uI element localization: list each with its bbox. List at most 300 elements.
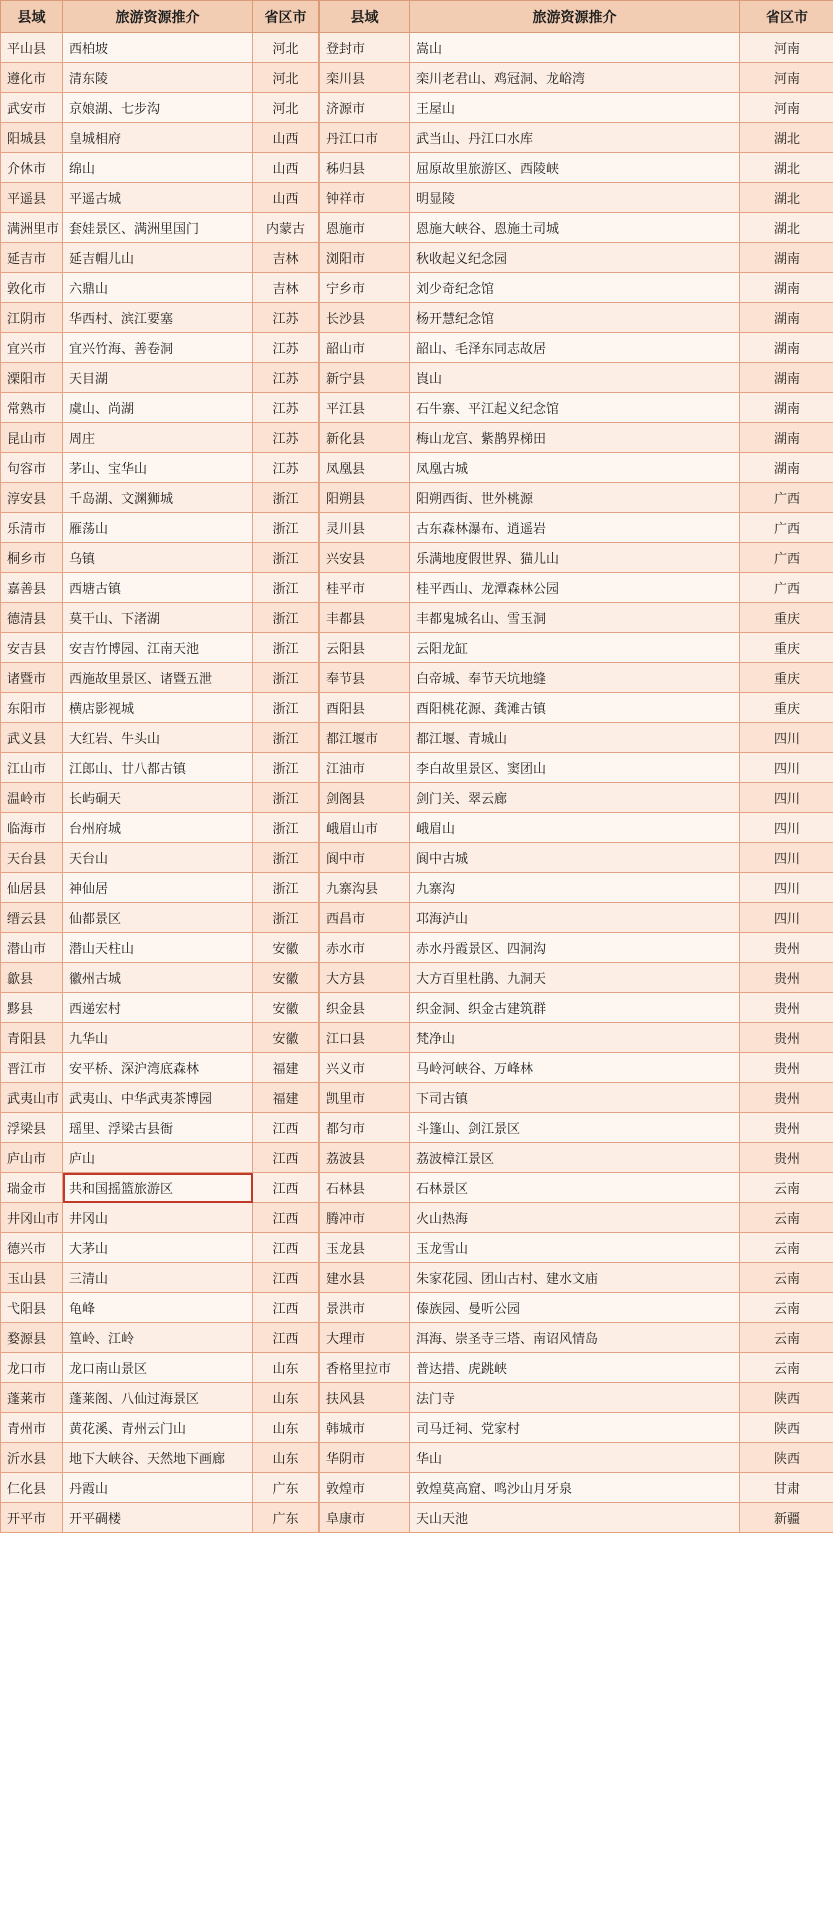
cell-resource: 大茅山 [63, 1233, 253, 1263]
cell-province: 江西 [253, 1143, 319, 1173]
cell-county: 德清县 [1, 603, 63, 633]
cell-province: 浙江 [253, 543, 319, 573]
cell-county: 江阴市 [1, 303, 63, 333]
table-row [320, 753, 833, 783]
cell-province: 重庆 [740, 603, 833, 633]
cell-resource: 石牛寨、平江起义纪念馆 [410, 393, 740, 423]
table-row [1, 783, 319, 813]
table-row [1, 873, 319, 903]
cell-county: 韩城市 [320, 1413, 410, 1443]
cell-resource: 嵩山 [410, 33, 740, 63]
cell-resource: 恩施大峡谷、恩施土司城 [410, 213, 740, 243]
table-row [320, 873, 833, 903]
cell-county: 瑞金市 [1, 1173, 63, 1203]
cell-province: 湖北 [740, 213, 833, 243]
cell-province: 河北 [253, 33, 319, 63]
cell-county: 阳城县 [1, 123, 63, 153]
cell-province: 广西 [740, 573, 833, 603]
cell-resource: 司马迁祠、党家村 [410, 1413, 740, 1443]
cell-province: 云南 [740, 1173, 833, 1203]
cell-resource: 千岛湖、文渊狮城 [63, 483, 253, 513]
cell-resource: 刘少奇纪念馆 [410, 273, 740, 303]
table-row [320, 693, 833, 723]
table-row [1, 813, 319, 843]
table-row [1, 1383, 319, 1413]
cell-province: 山西 [253, 153, 319, 183]
table-row [1, 1413, 319, 1443]
table-row [320, 1503, 833, 1533]
cell-county: 凯里市 [320, 1083, 410, 1113]
table-row [1, 1353, 319, 1383]
cell-resource: 荔波樟江景区 [410, 1143, 740, 1173]
table-row [320, 63, 833, 93]
cell-resource: 长屿硐天 [63, 783, 253, 813]
table-row [320, 543, 833, 573]
table-row [320, 1293, 833, 1323]
table-row [1, 573, 319, 603]
table-row [1, 1023, 319, 1053]
cell-county: 弋阳县 [1, 1293, 63, 1323]
cell-province: 江西 [253, 1113, 319, 1143]
cell-county: 婺源县 [1, 1323, 63, 1353]
cell-resource: 九寨沟 [410, 873, 740, 903]
table-row [1, 483, 319, 513]
cell-province: 山东 [253, 1443, 319, 1473]
cell-province: 河南 [740, 63, 833, 93]
cell-resource: 华山 [410, 1443, 740, 1473]
cell-county: 登封市 [320, 33, 410, 63]
cell-province: 湖南 [740, 453, 833, 483]
cell-resource: 宜兴竹海、善卷洞 [63, 333, 253, 363]
cell-county: 延吉市 [1, 243, 63, 273]
cell-province: 湖南 [740, 243, 833, 273]
table-row [320, 423, 833, 453]
table-row [320, 843, 833, 873]
table-row [320, 153, 833, 183]
table-row [1, 153, 319, 183]
cell-county: 恩施市 [320, 213, 410, 243]
cell-province: 陕西 [740, 1413, 833, 1443]
table-row [320, 1413, 833, 1443]
cell-province: 吉林 [253, 273, 319, 303]
cell-province: 江苏 [253, 393, 319, 423]
table-row [320, 1053, 833, 1083]
cell-province: 河南 [740, 33, 833, 63]
cell-county: 常熟市 [1, 393, 63, 423]
cell-province: 浙江 [253, 603, 319, 633]
cell-county: 晋江市 [1, 1053, 63, 1083]
table-row [320, 393, 833, 423]
table-row [1, 93, 319, 123]
table-row [320, 93, 833, 123]
table-row [320, 333, 833, 363]
table-row [320, 1173, 833, 1203]
cell-county: 酉阳县 [320, 693, 410, 723]
table-row [1, 1203, 319, 1233]
table-row [320, 1083, 833, 1113]
cell-county: 温岭市 [1, 783, 63, 813]
table-row [1, 1113, 319, 1143]
cell-province: 江苏 [253, 453, 319, 483]
cell-province: 山东 [253, 1383, 319, 1413]
table-row [320, 963, 833, 993]
cell-province: 云南 [740, 1233, 833, 1263]
table-row [1, 903, 319, 933]
cell-resource: 朱家花园、团山古村、建水文庙 [410, 1263, 740, 1293]
cell-resource: 地下大峡谷、天然地下画廊 [63, 1443, 253, 1473]
cell-province: 四川 [740, 843, 833, 873]
cell-county: 乐清市 [1, 513, 63, 543]
cell-county: 缙云县 [1, 903, 63, 933]
cell-county: 都江堰市 [320, 723, 410, 753]
table-row [1, 1473, 319, 1503]
cell-province: 浙江 [253, 843, 319, 873]
cell-resource: 阆中古城 [410, 843, 740, 873]
table-row [1, 213, 319, 243]
cell-county: 都匀市 [320, 1113, 410, 1143]
cell-resource: 敦煌莫高窟、鸣沙山月牙泉 [410, 1473, 740, 1503]
cell-county: 溧阳市 [1, 363, 63, 393]
table-row [320, 573, 833, 603]
table-row [1, 993, 319, 1023]
cell-province: 安徽 [253, 993, 319, 1023]
cell-province: 贵州 [740, 1113, 833, 1143]
cell-county: 钟祥市 [320, 183, 410, 213]
cell-county: 阆中市 [320, 843, 410, 873]
cell-county: 仙居县 [1, 873, 63, 903]
cell-resource: 大红岩、牛头山 [63, 723, 253, 753]
cell-province: 浙江 [253, 513, 319, 543]
cell-county: 昆山市 [1, 423, 63, 453]
table-row [320, 483, 833, 513]
table-row [1, 423, 319, 453]
right-header-row [320, 1, 833, 33]
cell-resource: 武夷山、中华武夷茶博园 [63, 1083, 253, 1113]
cell-county: 东阳市 [1, 693, 63, 723]
cell-resource: 皇城相府 [63, 123, 253, 153]
cell-province: 江苏 [253, 423, 319, 453]
cell-county: 天台县 [1, 843, 63, 873]
table-row [320, 303, 833, 333]
cell-county: 井冈山市 [1, 1203, 63, 1233]
table-row [320, 1023, 833, 1053]
cell-province: 四川 [740, 813, 833, 843]
cell-resource: 京娘湖、七步沟 [63, 93, 253, 123]
cell-province: 新疆 [740, 1503, 833, 1533]
table-row [1, 633, 319, 663]
cell-county: 安吉县 [1, 633, 63, 663]
cell-resource: 石林景区 [410, 1173, 740, 1203]
cell-province: 福建 [253, 1083, 319, 1113]
cell-resource: 龟峰 [63, 1293, 253, 1323]
cell-county: 平遥县 [1, 183, 63, 213]
cell-resource: 套娃景区、满洲里国门 [63, 213, 253, 243]
cell-county: 宁乡市 [320, 273, 410, 303]
table-row [320, 273, 833, 303]
right-table-body [320, 33, 833, 1533]
table-row [320, 1323, 833, 1353]
left-table [0, 0, 319, 1533]
left-table-body [1, 33, 319, 1533]
table-row [1, 333, 319, 363]
cell-resource: 武当山、丹江口水库 [410, 123, 740, 153]
cell-province: 江苏 [253, 303, 319, 333]
cell-county: 黟县 [1, 993, 63, 1023]
cell-county: 潜山市 [1, 933, 63, 963]
right-table [319, 0, 833, 1533]
cell-resource: 峨眉山 [410, 813, 740, 843]
cell-resource: 乐满地度假世界、猫儿山 [410, 543, 740, 573]
cell-resource: 西塘古镇 [63, 573, 253, 603]
cell-province: 江苏 [253, 333, 319, 363]
cell-resource: 天目湖 [63, 363, 253, 393]
cell-resource: 都江堰、青城山 [410, 723, 740, 753]
cell-resource: 杨开慧纪念馆 [410, 303, 740, 333]
cell-county: 临海市 [1, 813, 63, 843]
cell-county: 德兴市 [1, 1233, 63, 1263]
cell-resource: 徽州古城 [63, 963, 253, 993]
table-row [1, 1263, 319, 1293]
table-row [320, 183, 833, 213]
cell-resource: 白帝城、奉节天坑地缝 [410, 663, 740, 693]
cell-county: 织金县 [320, 993, 410, 1023]
cell-resource: 梵净山 [410, 1023, 740, 1053]
cell-province: 浙江 [253, 633, 319, 663]
cell-county: 青阳县 [1, 1023, 63, 1053]
table-row [1, 663, 319, 693]
cell-resource: 云阳龙缸 [410, 633, 740, 663]
table-row [320, 1203, 833, 1233]
cell-province: 江苏 [253, 363, 319, 393]
table-row [1, 1173, 319, 1203]
header-resource: 旅游资源推介 [63, 1, 253, 33]
cell-resource: 法门寺 [410, 1383, 740, 1413]
cell-county: 浮梁县 [1, 1113, 63, 1143]
cell-county: 阳朔县 [320, 483, 410, 513]
table-row [1, 33, 319, 63]
table-row [320, 1263, 833, 1293]
table-row [320, 813, 833, 843]
cell-resource: 梅山龙宫、紫鹊界梯田 [410, 423, 740, 453]
table-row [320, 1113, 833, 1143]
cell-resource: 斗篷山、剑江景区 [410, 1113, 740, 1143]
cell-resource: 雁荡山 [63, 513, 253, 543]
cell-county: 青州市 [1, 1413, 63, 1443]
cell-resource: 井冈山 [63, 1203, 253, 1233]
table-row [320, 123, 833, 153]
cell-province: 浙江 [253, 903, 319, 933]
cell-resource: 赤水丹霞景区、四洞沟 [410, 933, 740, 963]
cell-county: 浏阳市 [320, 243, 410, 273]
table-row [1, 1143, 319, 1173]
cell-province: 贵州 [740, 933, 833, 963]
table-row [320, 1233, 833, 1263]
cell-resource: 马岭河峡谷、万峰林 [410, 1053, 740, 1083]
table-row [1, 243, 319, 273]
cell-province: 吉林 [253, 243, 319, 273]
cell-resource: 屈原故里旅游区、西陵峡 [410, 153, 740, 183]
header-county: 县域 [1, 1, 63, 33]
cell-county: 兴安县 [320, 543, 410, 573]
cell-province: 云南 [740, 1293, 833, 1323]
cell-county: 新宁县 [320, 363, 410, 393]
cell-resource: 庐山 [63, 1143, 253, 1173]
cell-resource: 李白故里景区、窦团山 [410, 753, 740, 783]
table-row [320, 1383, 833, 1413]
cell-county: 沂水县 [1, 1443, 63, 1473]
cell-resource: 天山天池 [410, 1503, 740, 1533]
cell-county: 诸暨市 [1, 663, 63, 693]
table-row [1, 693, 319, 723]
cell-county: 长沙县 [320, 303, 410, 333]
table-row [1, 1233, 319, 1263]
cell-resource: 虞山、尚湖 [63, 393, 253, 423]
cell-province: 湖南 [740, 303, 833, 333]
cell-county: 扶风县 [320, 1383, 410, 1413]
cell-resource: 邛海泸山 [410, 903, 740, 933]
cell-province: 湖南 [740, 273, 833, 303]
cell-resource: 织金洞、织金古建筑群 [410, 993, 740, 1023]
cell-resource: 韶山、毛泽东同志故居 [410, 333, 740, 363]
cell-resource: 瑶里、浮梁古县衙 [63, 1113, 253, 1143]
table-row [320, 453, 833, 483]
table-row [1, 1443, 319, 1473]
cell-county: 峨眉山市 [320, 813, 410, 843]
cell-resource: 绵山 [63, 153, 253, 183]
cell-resource: 西柏坡 [63, 33, 253, 63]
cell-province: 四川 [740, 723, 833, 753]
cell-county: 玉龙县 [320, 1233, 410, 1263]
cell-resource: 周庄 [63, 423, 253, 453]
table-row [1, 753, 319, 783]
table-row [1, 1323, 319, 1353]
cell-province: 贵州 [740, 1053, 833, 1083]
cell-county: 西昌市 [320, 903, 410, 933]
cell-county: 香格里拉市 [320, 1353, 410, 1383]
cell-county: 新化县 [320, 423, 410, 453]
cell-resource: 西施故里景区、诸暨五泄 [63, 663, 253, 693]
cell-province: 湖北 [740, 123, 833, 153]
cell-county: 遵化市 [1, 63, 63, 93]
cell-province: 内蒙古 [253, 213, 319, 243]
cell-province: 浙江 [253, 663, 319, 693]
cell-county: 武夷山市 [1, 1083, 63, 1113]
cell-province: 广东 [253, 1473, 319, 1503]
table-row [320, 513, 833, 543]
cell-county: 荔波县 [320, 1143, 410, 1173]
cell-county: 龙口市 [1, 1353, 63, 1383]
cell-province: 湖南 [740, 393, 833, 423]
cell-county: 平山县 [1, 33, 63, 63]
cell-county: 武安市 [1, 93, 63, 123]
cell-county: 开平市 [1, 1503, 63, 1533]
cell-resource: 安平桥、深沪湾底森林 [63, 1053, 253, 1083]
cell-county: 武义县 [1, 723, 63, 753]
cell-province: 河南 [740, 93, 833, 123]
cell-resource: 酉阳桃花源、龚滩古镇 [410, 693, 740, 723]
table-row [1, 123, 319, 153]
table-row [320, 1473, 833, 1503]
cell-resource: 蓬莱阁、八仙过海景区 [63, 1383, 253, 1413]
cell-province: 贵州 [740, 1143, 833, 1173]
cell-province: 湖北 [740, 183, 833, 213]
table-row [1, 603, 319, 633]
cell-province: 浙江 [253, 783, 319, 813]
cell-county: 栾川县 [320, 63, 410, 93]
cell-resource: 明显陵 [410, 183, 740, 213]
table-row [1, 1083, 319, 1113]
cell-province: 浙江 [253, 573, 319, 603]
table-row [1, 513, 319, 543]
cell-province: 江西 [253, 1203, 319, 1233]
table-row [320, 933, 833, 963]
cell-county: 庐山市 [1, 1143, 63, 1173]
table-row [1, 933, 319, 963]
cell-county: 桐乡市 [1, 543, 63, 573]
table-row [320, 1443, 833, 1473]
cell-county: 淳安县 [1, 483, 63, 513]
cell-resource: 龙口南山景区 [63, 1353, 253, 1383]
cell-county: 建水县 [320, 1263, 410, 1293]
cell-resource: 凤凰古城 [410, 453, 740, 483]
cell-resource: 丰都鬼城名山、雪玉洞 [410, 603, 740, 633]
cell-resource: 王屋山 [410, 93, 740, 123]
cell-province: 广东 [253, 1503, 319, 1533]
cell-resource: 下司古镇 [410, 1083, 740, 1113]
table-row [1, 363, 319, 393]
cell-province: 甘肃 [740, 1473, 833, 1503]
cell-resource: 栾川老君山、鸡冠洞、龙峪湾 [410, 63, 740, 93]
cell-resource: 潜山天柱山 [63, 933, 253, 963]
cell-province: 云南 [740, 1323, 833, 1353]
cell-resource: 延吉帽儿山 [63, 243, 253, 273]
table-row [320, 903, 833, 933]
cell-province: 贵州 [740, 993, 833, 1023]
table-row [1, 1503, 319, 1533]
cell-resource: 剑门关、翠云廊 [410, 783, 740, 813]
table-row [320, 603, 833, 633]
cell-resource: 洱海、崇圣寺三塔、南诏风情岛 [410, 1323, 740, 1353]
cell-county: 韶山市 [320, 333, 410, 363]
cell-province: 广西 [740, 483, 833, 513]
cell-province: 重庆 [740, 633, 833, 663]
table-row [1, 183, 319, 213]
cell-province: 湖南 [740, 423, 833, 453]
cell-resource: 清东陵 [63, 63, 253, 93]
cell-province: 云南 [740, 1203, 833, 1233]
cell-resource: 黄花溪、青州云门山 [63, 1413, 253, 1443]
cell-province: 贵州 [740, 1023, 833, 1053]
cell-province: 江西 [253, 1173, 319, 1203]
table-row [320, 663, 833, 693]
table-row [320, 363, 833, 393]
cell-county: 介休市 [1, 153, 63, 183]
table-row [320, 723, 833, 753]
table-row [320, 1143, 833, 1173]
cell-province: 安徽 [253, 1023, 319, 1053]
cell-province: 重庆 [740, 693, 833, 723]
cell-province: 湖南 [740, 363, 833, 393]
table-row [320, 243, 833, 273]
cell-resource: 桂平西山、龙潭森林公园 [410, 573, 740, 603]
cell-province: 陕西 [740, 1443, 833, 1473]
cell-province: 贵州 [740, 963, 833, 993]
table-row [1, 63, 319, 93]
cell-county: 奉节县 [320, 663, 410, 693]
cell-province: 陕西 [740, 1383, 833, 1413]
cell-province: 江西 [253, 1293, 319, 1323]
table-row [1, 723, 319, 753]
